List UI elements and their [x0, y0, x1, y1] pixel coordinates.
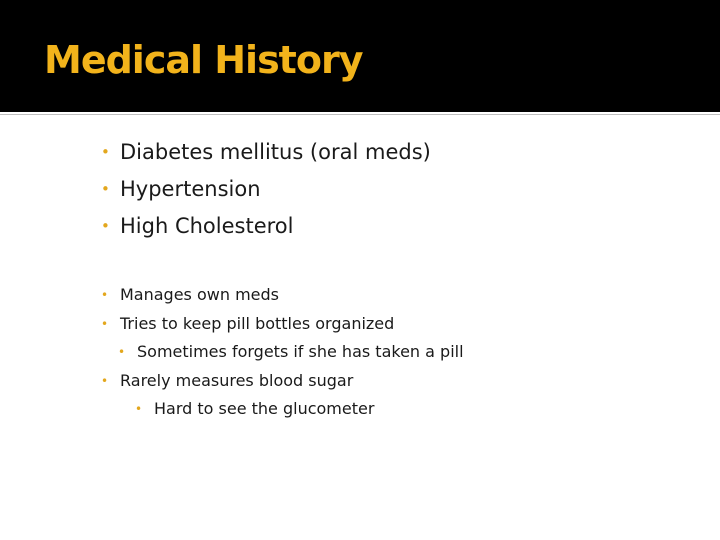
list-item	[101, 171, 431, 208]
list-item	[101, 281, 464, 310]
list-item-sub	[101, 395, 464, 424]
list-item-sub	[101, 338, 464, 367]
title-divider	[0, 114, 720, 115]
list-item	[101, 208, 431, 245]
slide-title: Medical History	[44, 38, 363, 82]
list-item-text: Rarely measures blood sugar	[120, 370, 354, 390]
list-item-text: Hypertension	[120, 177, 261, 201]
secondary-bullet-list	[101, 281, 464, 424]
list-item	[101, 134, 431, 171]
list-item	[101, 367, 464, 396]
bullet-icon: •	[135, 402, 143, 416]
list-item-text: High Cholesterol	[120, 214, 294, 238]
bullet-icon: •	[101, 288, 109, 302]
list-item-text: Diabetes mellitus (oral meds)	[120, 140, 431, 164]
bullet-icon: •	[101, 143, 110, 161]
bullet-icon: •	[101, 316, 109, 331]
bullet-icon: •	[118, 345, 126, 359]
bullet-icon: •	[101, 180, 110, 198]
bullet-icon: •	[101, 217, 110, 235]
list-item-text: Sometimes forgets if she has taken a pill	[137, 342, 464, 361]
title-bar	[0, 0, 720, 112]
list-item-text: Hard to see the glucometer	[154, 399, 375, 418]
list-item-text: Tries to keep pill bottles organized	[120, 313, 395, 333]
primary-bullet-list	[101, 134, 431, 245]
bullet-icon: •	[101, 373, 109, 388]
list-item-text: Manages own meds	[120, 285, 279, 304]
list-item	[101, 310, 464, 339]
